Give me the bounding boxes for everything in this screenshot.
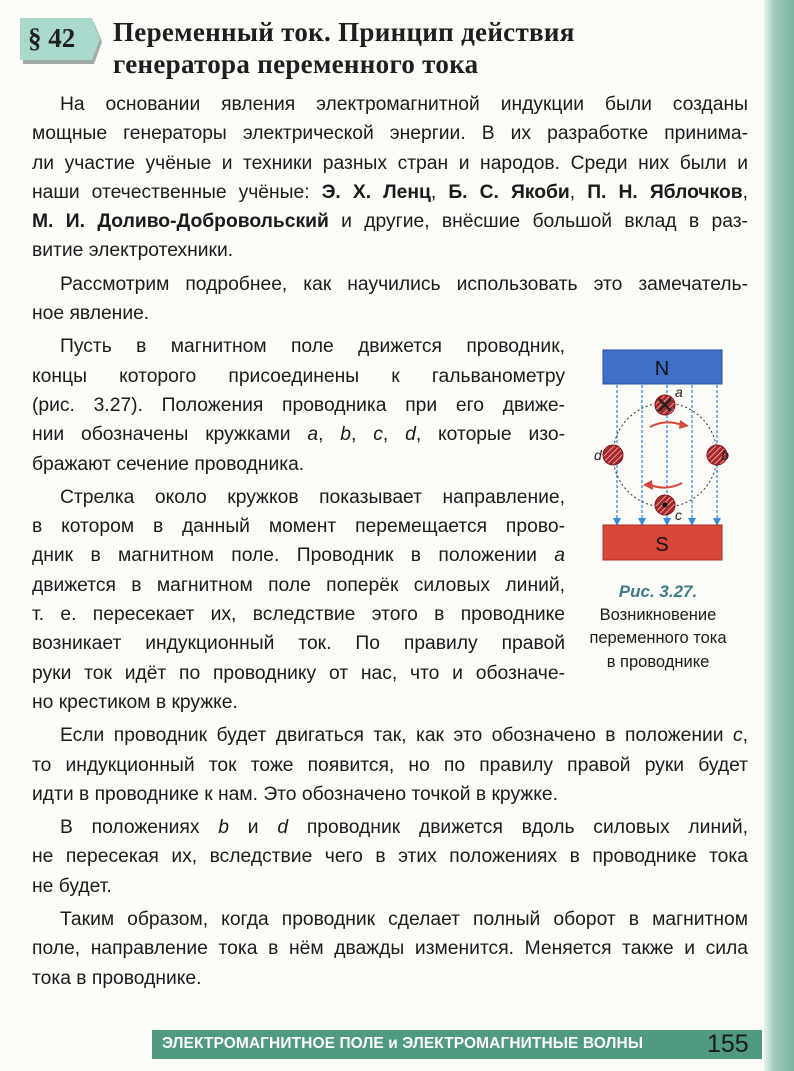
text-line <box>32 688 565 717</box>
figure-caption <box>570 580 746 674</box>
bold-name: Б. С. Якоби <box>448 181 570 203</box>
figure-generator <box>590 345 730 570</box>
text-line <box>32 751 748 780</box>
caption-line: в проводнике <box>606 652 710 671</box>
text-segment: концы которого присоединены к гальванометру <box>32 365 565 387</box>
text-line <box>32 600 565 629</box>
text-line <box>32 332 565 361</box>
text-segment: наши отечественные учёные: <box>32 181 322 203</box>
page-title <box>113 16 575 80</box>
text-line <box>32 362 565 391</box>
text-line <box>32 934 748 963</box>
text-line <box>32 299 748 328</box>
text-segment: , <box>430 181 449 203</box>
text-segment: в котором в данный момент перемещается прово- <box>32 516 565 538</box>
text-line <box>32 872 748 901</box>
paragraph <box>32 270 748 329</box>
caption-line: Возникновение <box>599 605 717 624</box>
page-number: 155 <box>707 1030 749 1058</box>
text-segment: Таким образом, когда проводник сделает полный оборот в магнитном <box>60 909 748 931</box>
text-segment: то индукционный ток тоже появится, но по правилу правой руки будет <box>32 754 748 776</box>
text-segment: , <box>742 725 748 747</box>
caption-title: Рис. 3.27. <box>618 582 698 601</box>
text-segment: и другие, внёсшие большой вклад в раз- <box>328 211 748 233</box>
paragraph <box>32 813 748 901</box>
arrow-left <box>650 483 682 488</box>
text-segment: , которые изо- <box>415 424 565 446</box>
text-line <box>32 149 748 178</box>
text-line <box>32 119 748 148</box>
text-line <box>32 420 565 449</box>
rotation-path <box>613 403 717 507</box>
title-line: Переменный ток. Принцип действия <box>113 17 575 47</box>
bold-name: Э. Х. Ленц <box>321 181 431 203</box>
text-segment: мощные генераторы электрической энергии. В их разработке принима- <box>32 123 748 145</box>
italic-letter: c <box>733 725 743 747</box>
text-line <box>32 721 748 750</box>
text-segment: Если проводник будет двигаться так, как это обозначено в положении <box>60 725 733 747</box>
text-line <box>32 964 748 993</box>
text-segment: не будет. <box>32 875 112 897</box>
text-segment: В положениях <box>60 817 219 839</box>
text-line <box>32 391 565 420</box>
italic-letter: a <box>307 424 319 446</box>
text-segment: поле, направление тока в нём дважды изменится. Меняется также и сила <box>32 938 748 960</box>
text-segment: руки ток идёт по проводнику от нас, что и обозначе- <box>32 662 565 684</box>
text-line <box>32 842 748 871</box>
label-d: d <box>594 447 602 463</box>
text-segment: ли участие учёные и техники разных стран и народов. Среди них были и <box>32 152 748 174</box>
text-line <box>32 90 748 119</box>
text-segment: Стрелка около кружков показывает направление, <box>60 486 565 508</box>
italic-letter: c <box>373 424 383 446</box>
text-line <box>32 236 748 265</box>
text-segment: , <box>351 424 374 446</box>
italic-letter: d <box>405 424 416 446</box>
text-segment: возникает индукционный ток. По правилу правой <box>32 633 565 655</box>
title-line: генератора переменного тока <box>113 49 479 79</box>
text-line <box>32 780 748 809</box>
text-segment: (рис. 3.27). Положения проводника при его движе- <box>32 394 565 416</box>
text-segment: идти в проводнике к нам. Это обозначено точкой в кружке. <box>32 783 558 805</box>
label-c: c <box>675 507 682 523</box>
south-label: S <box>655 534 669 556</box>
text-segment: нии обозначены кружками <box>32 424 308 446</box>
text-segment: тока в проводнике. <box>32 967 202 989</box>
text-segment: , <box>742 181 748 203</box>
paragraph <box>32 905 748 993</box>
chapter-title: ЭЛЕКТРОМАГНИТНОЕ ПОЛЕ и ЭЛЕКТРОМАГНИТНЫЕ ВОЛНЫ <box>162 1035 644 1052</box>
paragraph <box>32 332 565 478</box>
paragraph <box>32 90 748 266</box>
text-segment: , <box>318 424 341 446</box>
paragraph <box>32 483 565 717</box>
arrow-right <box>650 422 682 427</box>
text-segment: проводник движется вдоль силовых линий, <box>288 817 748 839</box>
label-b: b <box>721 447 729 463</box>
text-line <box>32 571 565 600</box>
text-line <box>32 178 748 207</box>
bold-name: М. И. Доливо-Добровольский <box>32 211 329 233</box>
text-line <box>32 512 565 541</box>
text-line <box>32 813 748 842</box>
text-segment: , <box>569 181 588 203</box>
page-edge-strip <box>764 0 794 1071</box>
text-line <box>32 450 565 479</box>
section-badge <box>20 18 98 62</box>
text-segment: На основании явления электромагнитной индукции были созданы <box>60 94 748 115</box>
text-segment: витие электротехники. <box>32 240 234 262</box>
italic-letter: b <box>340 424 352 446</box>
italic-letter: a <box>554 545 565 567</box>
text-line <box>32 207 748 236</box>
text-segment: не пересекая их, вследствие чего в этих положениях в проводнике тока <box>32 846 748 868</box>
italic-letter: b <box>218 817 229 839</box>
text-segment: дник в магнитном поле. Проводник в положении <box>32 545 555 567</box>
text-segment: ное явление. <box>32 303 150 325</box>
text-line <box>32 905 748 934</box>
text-segment: бражают сечение проводника. <box>32 453 305 475</box>
caption-line: переменного тока <box>589 629 727 647</box>
text-segment: , <box>382 424 406 446</box>
text-segment: но крестиком в кружке. <box>32 691 238 713</box>
text-segment: т. е. пересекает их, вследствие этого в проводнике <box>32 604 565 626</box>
text-segment: и <box>229 817 278 839</box>
text-segment: Пусть в магнитном поле движется проводник, <box>60 336 565 358</box>
label-a: a <box>675 384 683 400</box>
text-segment: Рассмотрим подробнее, как научились использовать это замечатель- <box>60 273 748 295</box>
text-line <box>32 659 565 688</box>
bold-name: П. Н. Яблочков <box>587 181 743 203</box>
text-line <box>32 270 748 299</box>
text-line <box>32 629 565 658</box>
section-number: § 42 <box>28 23 76 53</box>
generator-diagram <box>590 345 730 570</box>
italic-letter: d <box>277 817 289 839</box>
paragraph <box>32 721 748 809</box>
conductor-d <box>603 445 623 465</box>
text-segment: движется в магнитном поле поперёк силовых линий, <box>32 574 565 596</box>
north-label: N <box>654 358 670 380</box>
text-line <box>32 541 565 570</box>
text-line <box>32 483 565 512</box>
footer-bar <box>152 1030 762 1059</box>
